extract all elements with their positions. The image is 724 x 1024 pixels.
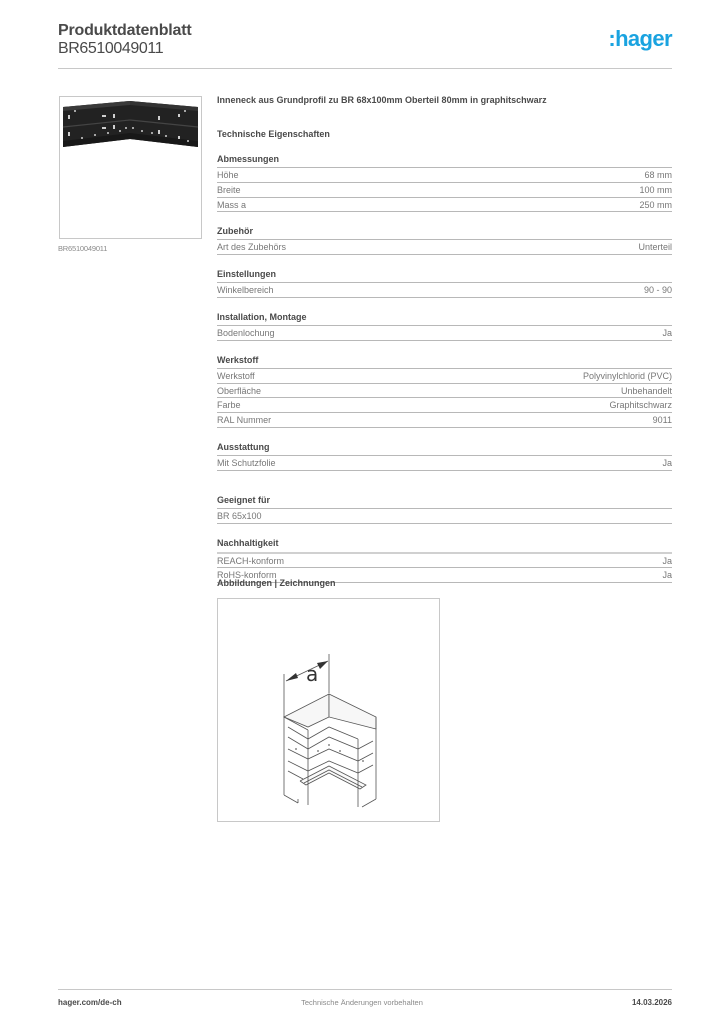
page-header	[58, 20, 672, 68]
group-title: Zubehör	[217, 225, 672, 240]
group-title: Nachhaltigkeit	[217, 537, 672, 554]
spec-label: Höhe	[217, 170, 239, 180]
spec-value: Ja	[662, 327, 672, 338]
inner-corner-drawing-icon	[218, 599, 439, 821]
spec-label: Mass a	[217, 199, 247, 210]
group-nachhaltigkeit	[217, 537, 672, 584]
spec-label: Oberfläche	[217, 385, 262, 396]
spec-value: Ja	[662, 457, 672, 468]
spec-label: RAL Nummer	[217, 415, 272, 426]
article-number: BR6510049011	[58, 40, 164, 57]
spec-row	[217, 168, 672, 183]
spec-value: 68 mm	[644, 170, 672, 180]
product-photo-icon	[60, 97, 201, 238]
spec-row	[217, 384, 672, 399]
group-title: Werkstoff	[217, 354, 672, 369]
spec-row	[217, 369, 672, 384]
hager-logo: :hager	[608, 26, 672, 51]
spec-row	[217, 413, 672, 428]
footer-divider	[58, 989, 672, 990]
spec-value: Unbehandelt	[620, 385, 672, 396]
spec-value: 90 - 90	[643, 285, 672, 296]
spec-row	[217, 398, 672, 413]
spec-row	[217, 283, 672, 298]
group-installation	[217, 311, 672, 341]
spec-row	[217, 554, 672, 569]
spec-value: Ja	[662, 570, 672, 581]
footer-date: 14.03.2026	[631, 998, 672, 1007]
group-title: Abmessungen	[217, 153, 672, 168]
group-geeignet-fuer	[217, 494, 672, 524]
technical-drawing	[217, 598, 440, 822]
header-divider	[58, 68, 672, 69]
document-title: Produktdatenblatt	[58, 22, 192, 39]
group-einstellungen	[217, 268, 672, 298]
spec-row	[217, 240, 672, 255]
figures-title: Abbildungen | Zeichnungen	[217, 578, 336, 588]
spec-value: 250 mm	[639, 199, 672, 210]
group-title: Installation, Montage	[217, 311, 672, 326]
spec-label: Werkstoff	[217, 370, 255, 381]
spec-row	[217, 509, 672, 524]
group-title: Geeignet für	[217, 494, 672, 509]
group-ausstattung	[217, 441, 672, 471]
spec-label: BR 65x100	[217, 510, 262, 521]
group-abmessungen	[217, 153, 672, 212]
spec-label: Mit Schutzfolie	[217, 457, 276, 468]
spec-label: Bodenlochung	[217, 327, 275, 338]
spec-row	[217, 183, 672, 198]
spec-label: Breite	[217, 184, 241, 195]
group-title: Ausstattung	[217, 441, 672, 456]
spec-row	[217, 198, 672, 213]
product-description: Inneneck aus Grundprofil zu BR 68x100mm Oberteil 80mm in graphitschwarz	[217, 95, 547, 105]
spec-label: Farbe	[217, 400, 241, 411]
spec-value: Polyvinylchlorid (PVC)	[582, 370, 672, 381]
spec-label: Winkelbereich	[217, 285, 274, 296]
group-title: Einstellungen	[217, 268, 672, 283]
footer-notice: Technische Änderungen vorbehalten	[301, 998, 423, 1007]
spec-label: Art des Zubehörs	[217, 242, 287, 253]
group-zubehoer	[217, 225, 672, 255]
spec-label: RoHS-konform	[217, 570, 277, 581]
dimension-label-a: a	[306, 662, 319, 686]
section-title-technical: Technische Eigenschaften	[217, 129, 330, 139]
spec-value: 100 mm	[639, 184, 672, 195]
footer-website-link[interactable]: hager.com/de-ch	[58, 998, 122, 1007]
spec-row	[217, 456, 672, 471]
thumbnail-caption: BR6510049011	[58, 244, 108, 253]
spec-value: Graphitschwarz	[609, 400, 672, 411]
group-werkstoff	[217, 354, 672, 428]
spec-content	[217, 94, 672, 583]
spec-value: Ja	[662, 555, 672, 566]
spec-value: 9011	[652, 415, 672, 426]
spec-row	[217, 326, 672, 341]
spec-value: Unterteil	[638, 242, 672, 253]
product-thumbnail	[59, 96, 202, 239]
spec-label: REACH-konform	[217, 555, 285, 566]
